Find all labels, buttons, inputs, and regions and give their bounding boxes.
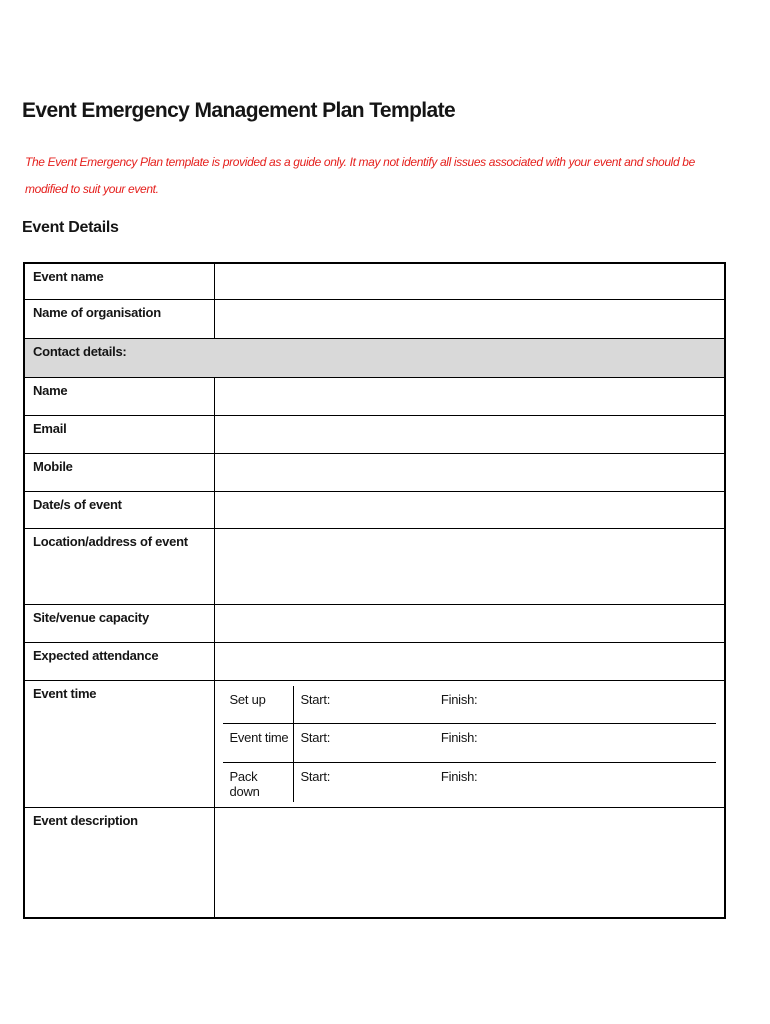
section-row-contact-details <box>24 338 725 377</box>
table-row-event-name <box>24 263 725 299</box>
field-value-name[interactable] <box>214 377 725 415</box>
table-row-name <box>24 377 725 415</box>
event-time-subrow-setup <box>223 686 717 724</box>
field-label-capacity: Site/venue capacity <box>24 604 214 642</box>
pack-down-finish-label: Finish: <box>440 768 478 784</box>
event-time-subtable <box>214 680 725 807</box>
document-title: Event Emergency Management Plan Template <box>22 99 456 122</box>
pack-down-start-label: Start: <box>300 768 331 784</box>
field-value-dates[interactable] <box>214 491 725 528</box>
subrow-label-pack-down: Pack down <box>223 763 294 802</box>
table-row-organisation <box>24 299 725 338</box>
event-details-table <box>23 262 726 919</box>
section-label-contact-details: Contact details: <box>24 338 725 377</box>
subrow-label-setup: Set up <box>223 686 294 723</box>
section-heading-event-details: Event Details <box>22 219 119 236</box>
table-row-email <box>24 415 725 453</box>
subrow-content-event-time <box>294 724 717 762</box>
table-row-event-time <box>24 680 725 807</box>
table-row-capacity <box>24 604 725 642</box>
field-value-organisation[interactable] <box>214 299 725 338</box>
field-label-location: Location/address of event <box>24 528 214 604</box>
table-row-location <box>24 528 725 604</box>
field-label-description: Event description <box>24 807 214 918</box>
field-label-event-time: Event time <box>24 680 214 807</box>
event-time-finish-label: Finish: <box>440 729 478 745</box>
setup-start-label: Start: <box>300 691 331 707</box>
setup-finish-label: Finish: <box>440 691 478 707</box>
event-time-subrow-event-time <box>223 724 717 763</box>
table-row-description <box>24 807 725 918</box>
table-row-mobile <box>24 453 725 491</box>
field-value-attendance[interactable] <box>214 642 725 680</box>
field-label-email: Email <box>24 415 214 453</box>
field-label-event-name: Event name <box>24 263 214 299</box>
field-value-mobile[interactable] <box>214 453 725 491</box>
field-value-email[interactable] <box>214 415 725 453</box>
subrow-content-pack-down <box>294 763 717 802</box>
field-value-capacity[interactable] <box>214 604 725 642</box>
field-value-event-name[interactable] <box>214 263 725 299</box>
table-row-dates <box>24 491 725 528</box>
field-label-attendance: Expected attendance <box>24 642 214 680</box>
field-label-name: Name <box>24 377 214 415</box>
subrow-label-event-time: Event time <box>223 724 294 762</box>
field-label-dates: Date/s of event <box>24 491 214 528</box>
field-label-organisation: Name of organisation <box>24 299 214 338</box>
field-value-location[interactable] <box>214 528 725 604</box>
field-value-description[interactable] <box>214 807 725 918</box>
event-time-subrow-pack-down <box>223 763 717 802</box>
field-label-mobile: Mobile <box>24 453 214 491</box>
disclaimer-text: The Event Emergency Plan template is provided as a guide only. It may not identify all issues associated with your event and should be modified to suit your event. <box>25 155 695 196</box>
event-time-start-label: Start: <box>300 729 331 745</box>
table-row-attendance <box>24 642 725 680</box>
subrow-content-setup <box>294 686 717 723</box>
